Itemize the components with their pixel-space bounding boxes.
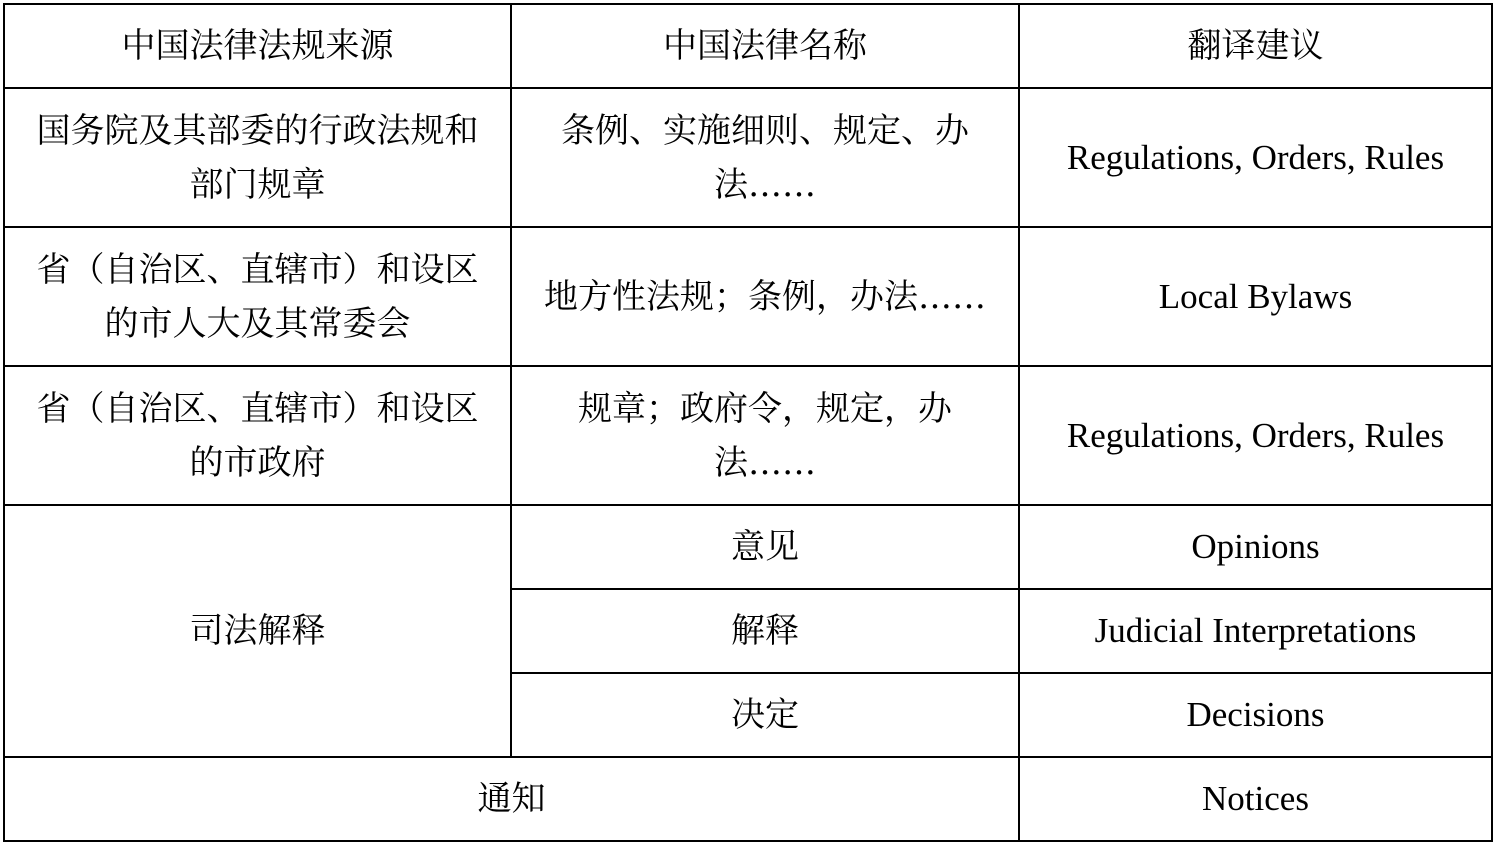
table-row [4,505,1492,589]
header-translation: 翻译建议 [1019,4,1492,88]
translation-cell: Regulations, Orders, Rules [1019,366,1492,505]
notice-name-cell: 通知 [4,757,1019,841]
translation-cell: Notices [1019,757,1492,841]
law-translation-table [3,3,1493,842]
table-row [4,757,1492,841]
source-cell: 国务院及其部委的行政法规和部门规章 [4,88,511,227]
table-row [4,88,1492,227]
law-name-cell: 决定 [511,673,1019,757]
law-name-cell: 意见 [511,505,1019,589]
law-name-cell: 规章；政府令，规定，办法…… [511,366,1019,505]
table-row [4,366,1492,505]
table-row [4,227,1492,366]
source-cell: 省（自治区、直辖市）和设区的市政府 [4,366,511,505]
judicial-source-cell: 司法解释 [4,505,511,757]
translation-cell: Regulations, Orders, Rules [1019,88,1492,227]
law-name-cell: 解释 [511,589,1019,673]
law-name-cell: 条例、实施细则、规定、办法…… [511,88,1019,227]
translation-cell: Local Bylaws [1019,227,1492,366]
law-name-cell: 地方性法规；条例，办法…… [511,227,1019,366]
header-source: 中国法律法规来源 [4,4,511,88]
header-law-name: 中国法律名称 [511,4,1019,88]
header-row [4,4,1492,88]
source-cell: 省（自治区、直辖市）和设区的市人大及其常委会 [4,227,511,366]
translation-cell: Judicial Interpretations [1019,589,1492,673]
translation-cell: Opinions [1019,505,1492,589]
translation-cell: Decisions [1019,673,1492,757]
